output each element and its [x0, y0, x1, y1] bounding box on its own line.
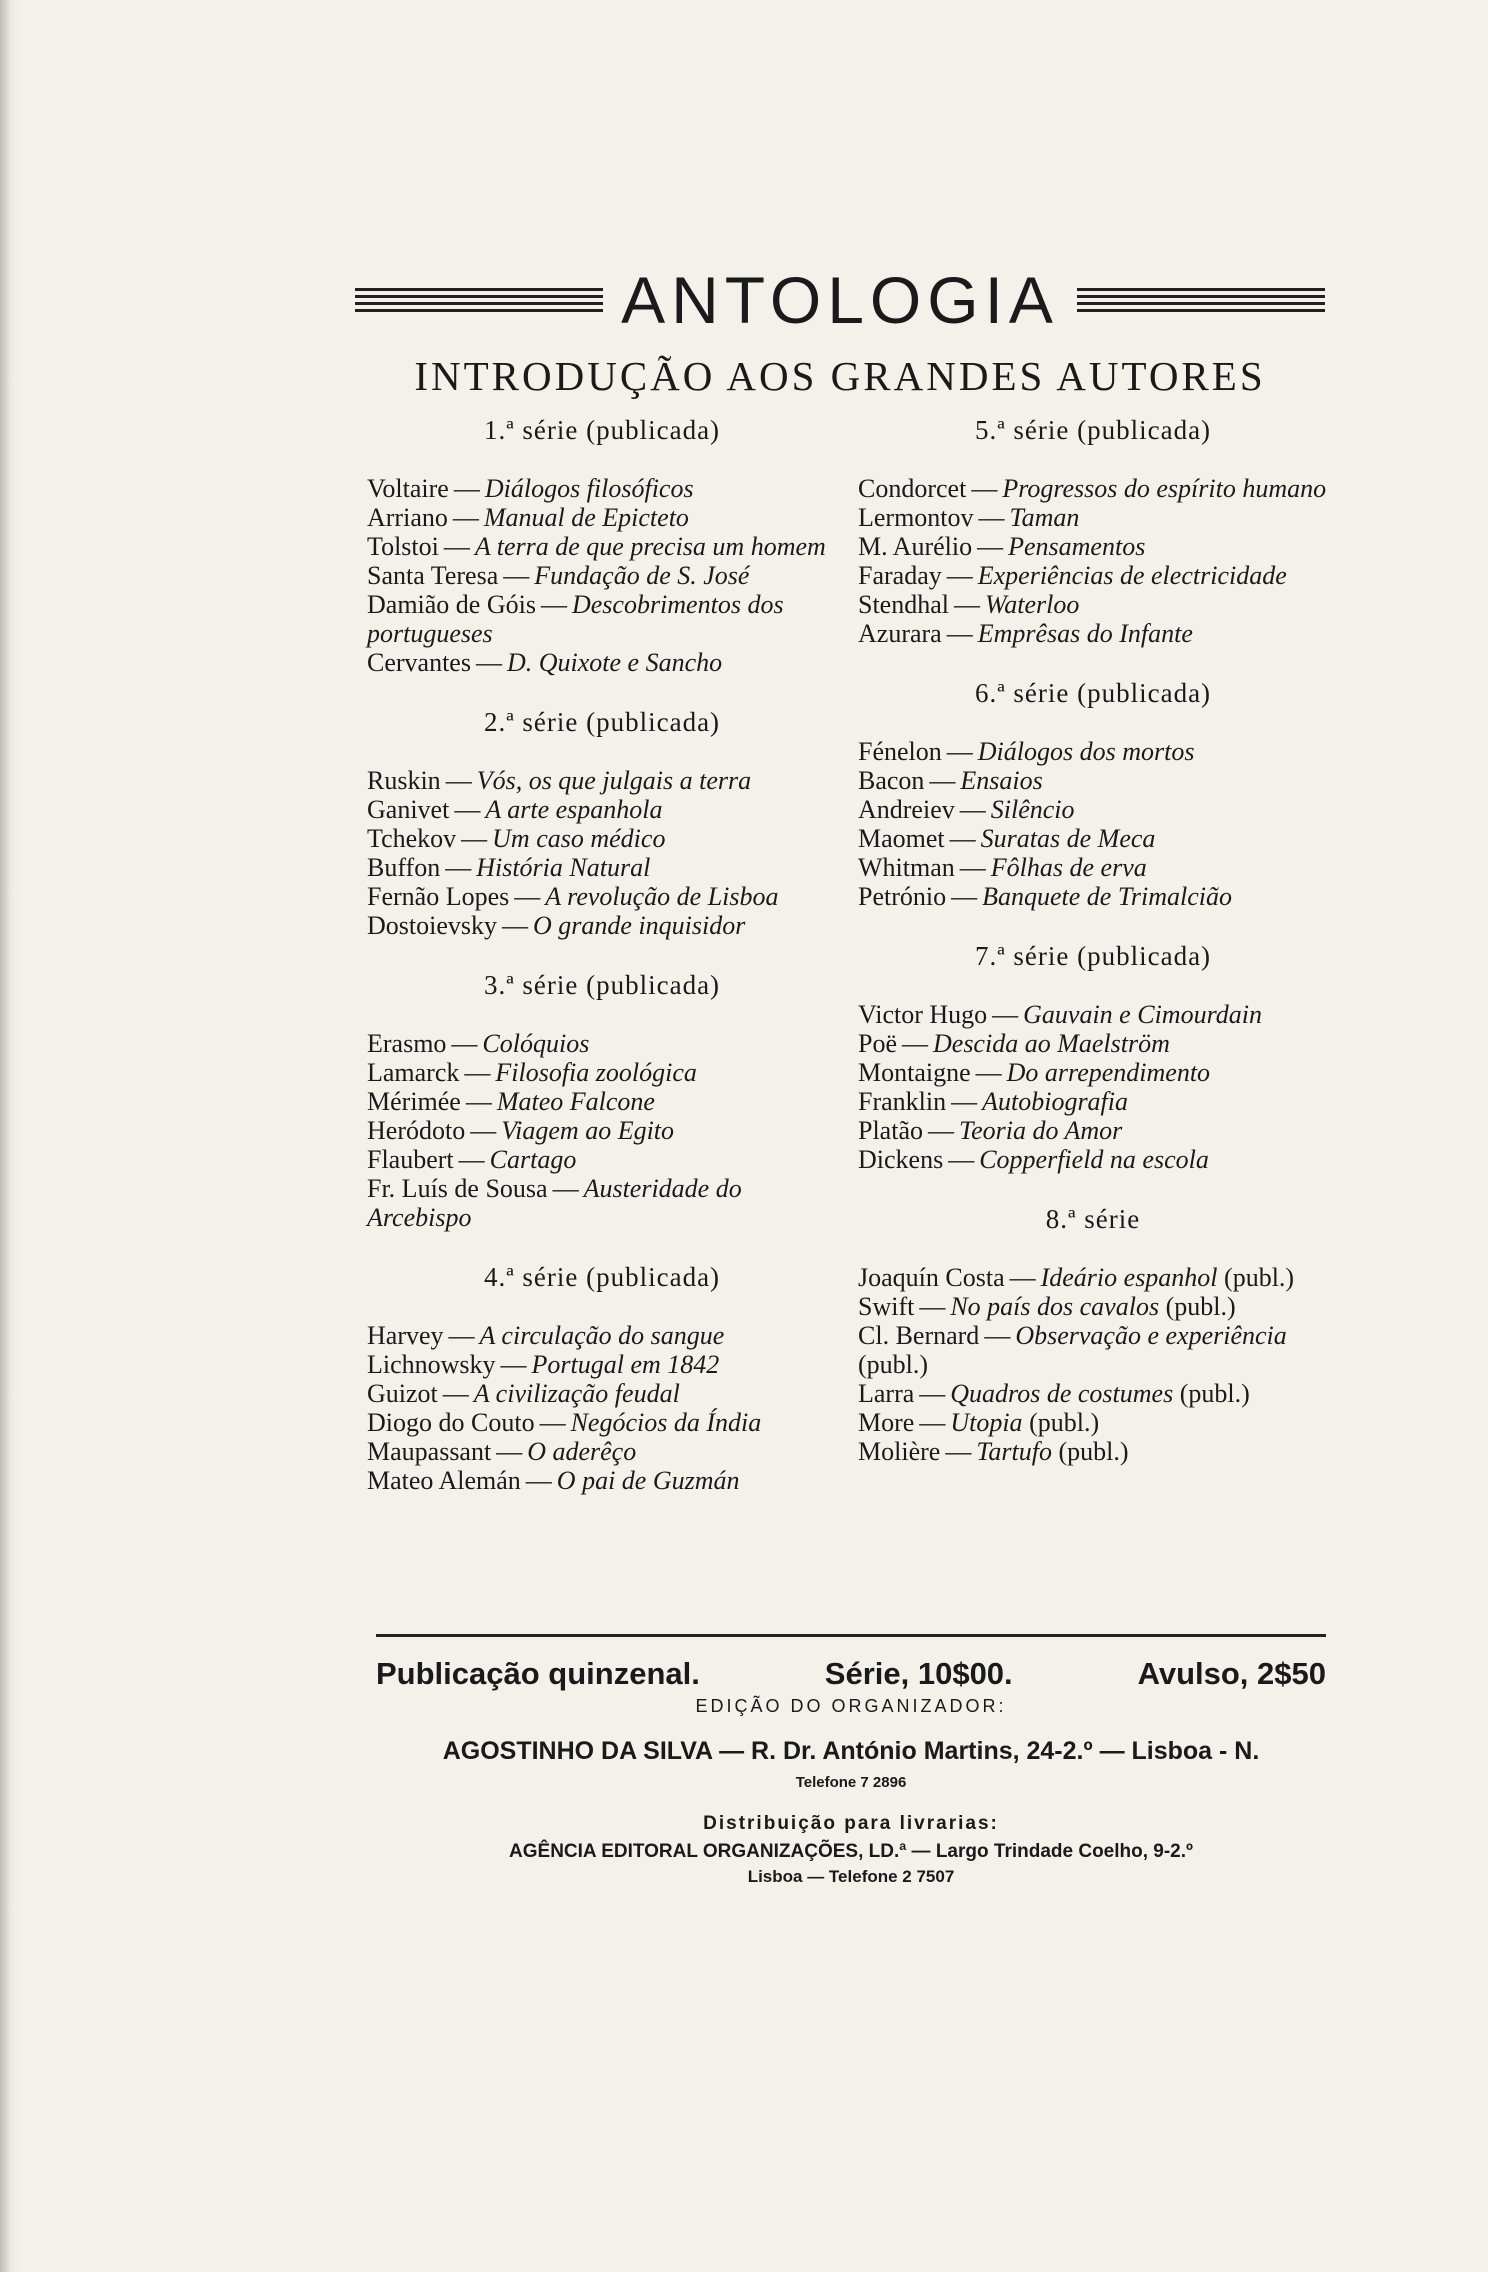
header [355, 262, 1325, 400]
entry-dash: — [1009, 1263, 1036, 1292]
book-entry [858, 1437, 1328, 1466]
series-title: 6.ª série (publicada) [974, 678, 1212, 708]
entry-work: A terra de que precisa um homem [474, 532, 826, 561]
entry-work: Descobrimentos dos portugueses [367, 590, 784, 648]
series-block [858, 415, 1328, 648]
entry-dash: — [919, 1292, 946, 1321]
entry-dash: — [539, 1408, 566, 1437]
entry-dash: — [946, 561, 973, 590]
entry-dash: — [458, 1145, 485, 1174]
entry-author: Guizot [367, 1379, 438, 1408]
book-entry [858, 766, 1328, 795]
series-title: 8.ª série [1045, 1204, 1141, 1234]
book-entry [367, 1116, 837, 1145]
entry-author: Poë [858, 1029, 897, 1058]
agency-phone: Lisboa — Telefone 2 7507 [747, 1867, 955, 1886]
entry-publication-note: (publ.) [1029, 1408, 1100, 1437]
series-title: 5.ª série (publicada) [974, 415, 1212, 445]
entry-author: Molière [858, 1437, 941, 1466]
series-title: 3.ª série (publicada) [483, 970, 721, 1000]
book-entry [367, 853, 837, 882]
entry-work: Negócios da Índia [570, 1408, 762, 1437]
book-entry [858, 590, 1328, 619]
book-entry [858, 1145, 1328, 1174]
edition-label: EDIÇÃO DO ORGANIZADOR: [695, 1696, 1007, 1716]
book-entry [858, 1263, 1328, 1292]
entry-author: Dickens [858, 1145, 944, 1174]
book-entry [367, 590, 837, 648]
entry-dash: — [451, 1029, 478, 1058]
entry-dash: — [977, 532, 1004, 561]
entry-author: Maupassant [367, 1437, 492, 1466]
series-block [367, 970, 837, 1232]
book-entry [858, 737, 1328, 766]
book-entry [367, 882, 837, 911]
entry-work: Experiências de electricidade [977, 561, 1287, 590]
entry-dash: — [470, 1116, 497, 1145]
entry-work: Filosofia zoológica [495, 1058, 697, 1087]
entry-work: Manual de Epicteto [483, 503, 689, 532]
page-subtitle: INTRODUÇÃO AOS GRANDES AUTORES [414, 353, 1266, 399]
entry-work: Viagem ao Egito [501, 1116, 675, 1145]
entry-work: Descida ao Maelström [933, 1029, 1170, 1058]
entry-author: Maomet [858, 824, 945, 853]
book-entry [858, 532, 1328, 561]
book-entry [367, 1087, 837, 1116]
entry-author: Diogo do Couto [367, 1408, 535, 1437]
entry-dash: — [951, 1087, 978, 1116]
book-entry [367, 1379, 837, 1408]
entry-dash: — [525, 1466, 552, 1495]
footer [376, 1650, 1326, 1887]
entry-dash: — [442, 1379, 469, 1408]
entry-dash: — [949, 824, 976, 853]
entry-dash: — [461, 824, 488, 853]
entry-author: Franklin [858, 1087, 947, 1116]
entry-dash: — [948, 1145, 975, 1174]
entry-publication-note: (publ.) [1165, 1292, 1236, 1321]
entry-work: Silêncio [990, 795, 1075, 824]
entry-dash: — [496, 1437, 523, 1466]
entry-work: Diálogos filosóficos [484, 474, 694, 503]
entry-dash: — [945, 1437, 972, 1466]
entry-work: Suratas de Meca [980, 824, 1156, 853]
series-block [858, 1204, 1328, 1466]
entry-author: Platão [858, 1116, 923, 1145]
entry-author: Erasmo [367, 1029, 447, 1058]
entry-work: Waterloo [985, 590, 1080, 619]
entry-work: Utopia [950, 1408, 1023, 1437]
entry-author: More [858, 1408, 915, 1437]
book-entry [367, 1350, 837, 1379]
title-row [355, 262, 1325, 338]
series-price: Série, 10$00. [824, 1656, 1013, 1691]
series-title: 4.ª série (publicada) [483, 1262, 721, 1292]
book-entry [858, 1379, 1328, 1408]
entry-dash: — [443, 532, 470, 561]
single-price: Avulso, 2$50 [1137, 1656, 1326, 1691]
series-title: 7.ª série (publicada) [974, 941, 1212, 971]
book-entry [858, 1058, 1328, 1087]
book-entry [367, 766, 837, 795]
entry-author: Ganivet [367, 795, 450, 824]
entry-dash: — [984, 1321, 1011, 1350]
entry-dash: — [919, 1379, 946, 1408]
entry-author: Joaquín Costa [858, 1263, 1005, 1292]
entry-work: O grande inquisidor [533, 911, 746, 940]
entry-dash: — [954, 590, 980, 619]
entry-author: Cervantes [367, 648, 471, 677]
entry-work: A arte espanhola [485, 795, 663, 824]
entry-work: No país dos cavalos [950, 1292, 1160, 1321]
entry-work: Autobiografia [982, 1087, 1129, 1116]
book-entry [858, 503, 1328, 532]
entry-dash: — [448, 1321, 475, 1350]
entry-dash: — [445, 766, 472, 795]
entry-publication-note: (publ.) [1179, 1379, 1250, 1408]
book-entry [858, 1408, 1328, 1437]
series-title: 2.ª série (publicada) [483, 707, 721, 737]
entry-author: Santa Teresa [367, 561, 499, 590]
scan-edge-shadow [0, 0, 18, 2272]
entry-dash: — [464, 1058, 491, 1087]
entry-work: Gauvain e Cimourdain [1023, 1000, 1262, 1029]
entry-work: O aderêço [527, 1437, 637, 1466]
book-entry [367, 1408, 837, 1437]
entry-author: Voltaire [367, 474, 449, 503]
entry-dash: — [959, 795, 986, 824]
entry-author: Lermontov [858, 503, 974, 532]
book-entry [367, 648, 837, 677]
book-entry [367, 1321, 837, 1350]
entry-dash: — [500, 1350, 527, 1379]
book-entry [367, 1466, 837, 1495]
series-block [367, 1262, 837, 1495]
title-rule-right [1077, 288, 1325, 312]
book-entry [858, 882, 1328, 911]
entry-author: Fr. Luís de Sousa [367, 1174, 548, 1203]
entry-work: D. Quixote e Sancho [506, 648, 723, 677]
book-entry [367, 561, 837, 590]
series-block [858, 678, 1328, 911]
entry-dash: — [946, 737, 973, 766]
entry-author: Larra [858, 1379, 915, 1408]
price-line [376, 1656, 1326, 1692]
entry-work: Copperfield na escola [979, 1145, 1209, 1174]
book-entry [858, 1116, 1328, 1145]
entry-work: A revolução de Lisboa [545, 882, 779, 911]
entry-author: Fénelon [858, 737, 942, 766]
book-entry [367, 1058, 837, 1087]
entry-author: Azurara [858, 619, 942, 648]
entry-publication-note: (publ.) [1224, 1263, 1295, 1292]
book-entry [858, 1029, 1328, 1058]
entry-work: Tartufo [976, 1437, 1052, 1466]
entry-author: Heródoto [367, 1116, 466, 1145]
entry-work: O pai de Guzmán [556, 1466, 740, 1495]
entry-author: Andreiev [858, 795, 955, 824]
entry-work: Ideário espanhol [1040, 1263, 1218, 1292]
title-rule-left [355, 288, 603, 312]
entry-publication-note: (publ.) [858, 1350, 929, 1379]
series-block [858, 941, 1328, 1174]
entry-author: Cl. Bernard [858, 1321, 980, 1350]
entry-author: Whitman [858, 853, 955, 882]
entry-dash: — [452, 503, 479, 532]
book-entry [858, 1087, 1328, 1116]
entry-author: Lamarck [367, 1058, 460, 1087]
agency-address: AGÊNCIA EDITORAL ORGANIZAÇÕES, LD.ª — Largo Trindade Coelho, 9-2.º [509, 1841, 1193, 1862]
series-block [367, 415, 837, 677]
entry-author: Swift [858, 1292, 915, 1321]
entry-work: Colóquios [482, 1029, 590, 1058]
entry-work: Portugal em 1842 [531, 1350, 720, 1379]
book-entry [858, 1321, 1328, 1379]
entry-work: A civilização feudal [473, 1379, 680, 1408]
entry-work: A circulação do sangue [479, 1321, 725, 1350]
distribution-label: Distribuição para livrarias: [703, 1813, 999, 1834]
book-entry [367, 1437, 837, 1466]
entry-author: M. Aurélio [858, 532, 973, 561]
book-entry [367, 474, 837, 503]
entry-dash: — [453, 474, 480, 503]
entry-dash: — [919, 1408, 946, 1437]
book-entry [858, 853, 1328, 882]
book-entry [367, 1145, 837, 1174]
entry-work: Um caso médico [492, 824, 666, 853]
entry-dash: — [552, 1174, 579, 1203]
entry-author: Mérimée [367, 1087, 461, 1116]
footer-divider [376, 1634, 1326, 1637]
series-title: 1.ª série (publicada) [483, 415, 721, 445]
entry-author: Flaubert [367, 1145, 454, 1174]
entry-work: Emprêsas do Infante [977, 619, 1193, 648]
book-entry [858, 824, 1328, 853]
entry-dash: — [540, 590, 567, 619]
book-entry [367, 1029, 837, 1058]
entry-author: Bacon [858, 766, 925, 795]
entry-dash: — [465, 1087, 492, 1116]
entry-work: Austeridade do Arcebispo [367, 1174, 742, 1232]
entry-dash: — [975, 1058, 1002, 1087]
entry-work: Fundação de S. José [534, 561, 750, 590]
entry-author: Lichnowsky [367, 1350, 496, 1379]
entry-author: Dostoievsky [367, 911, 497, 940]
entry-dash: — [929, 766, 956, 795]
book-entry [367, 503, 837, 532]
book-entry [367, 795, 837, 824]
entry-dash: — [992, 1000, 1019, 1029]
organizer-phone: Telefone 7 2896 [795, 1774, 907, 1791]
entry-work: Fôlhas de erva [990, 853, 1147, 882]
entry-dash: — [503, 561, 530, 590]
book-entry [858, 474, 1328, 503]
entry-dash: — [951, 882, 978, 911]
entry-dash: — [475, 648, 502, 677]
entry-author: Buffon [367, 853, 441, 882]
book-entry [367, 532, 837, 561]
entry-work: Progressos do espírito humano [1002, 474, 1327, 503]
entry-publication-note: (publ.) [1058, 1437, 1129, 1466]
book-entry [367, 911, 837, 940]
entry-work: Teoria do Amor [959, 1116, 1123, 1145]
left-column [367, 415, 837, 1525]
entry-dash: — [971, 474, 998, 503]
book-entry [858, 1000, 1328, 1029]
entry-author: Tolstoi [367, 532, 439, 561]
entry-author: Damião de Góis [367, 590, 536, 619]
entry-work: Taman [1009, 503, 1080, 532]
entry-author: Mateo Alemán [367, 1466, 521, 1495]
entry-work: Cartago [489, 1145, 577, 1174]
series-block [367, 707, 837, 940]
entry-author: Victor Hugo [858, 1000, 988, 1029]
entry-work: Mateo Falcone [496, 1087, 655, 1116]
entry-author: Petrónio [858, 882, 947, 911]
entry-author: Ruskin [367, 766, 441, 795]
entry-dash: — [928, 1116, 954, 1145]
entry-dash: — [978, 503, 1005, 532]
entry-author: Harvey [367, 1321, 444, 1350]
entry-author: Faraday [858, 561, 942, 590]
page-title: ANTOLOGIA [621, 263, 1059, 337]
entry-author: Stendhal [858, 590, 949, 619]
entry-dash: — [946, 619, 973, 648]
book-entry [367, 824, 837, 853]
entry-author: Tchekov [367, 824, 457, 853]
entry-work: Do arrependimento [1006, 1058, 1211, 1087]
entry-author: Montaigne [858, 1058, 971, 1087]
entry-work: História Natural [476, 853, 651, 882]
entry-dash: — [445, 853, 472, 882]
entry-work: Quadros de costumes [950, 1379, 1174, 1408]
entry-author: Arriano [367, 503, 448, 532]
entry-work: Banquete de Trimalcião [982, 882, 1232, 911]
book-entry [367, 1174, 837, 1232]
publication-frequency: Publicação quinzenal. [376, 1656, 700, 1691]
entry-dash: — [454, 795, 481, 824]
entry-work: Ensaios [960, 766, 1043, 795]
entry-dash: — [514, 882, 541, 911]
entry-work: Pensamentos [1008, 532, 1146, 561]
organizer-address: AGOSTINHO DA SILVA — R. Dr. António Martins, 24-2.º — Lisboa - N. [442, 1737, 1260, 1765]
book-entry [858, 1292, 1328, 1321]
right-column [858, 415, 1328, 1496]
entry-work: Observação e experiência [1015, 1321, 1287, 1350]
entry-author: Condorcet [858, 474, 967, 503]
entry-work: Diálogos dos mortos [977, 737, 1195, 766]
entry-work: Vós, os que julgais a terra [476, 766, 752, 795]
book-entry [858, 561, 1328, 590]
book-entry [858, 795, 1328, 824]
entry-dash: — [902, 1029, 928, 1058]
entry-author: Fernão Lopes [367, 882, 510, 911]
entry-dash: — [959, 853, 986, 882]
book-entry [858, 619, 1328, 648]
entry-dash: — [502, 911, 528, 940]
